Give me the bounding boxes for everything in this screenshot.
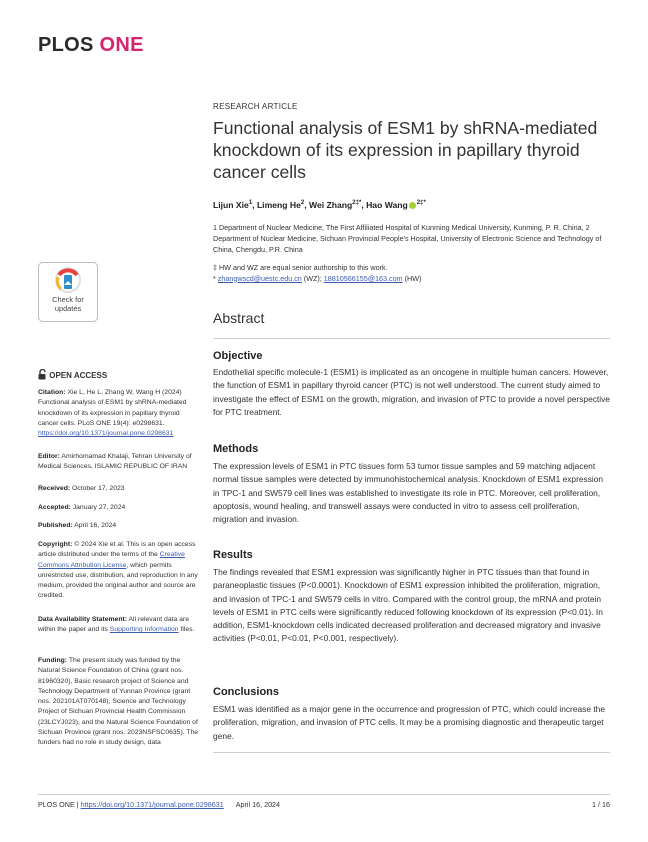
- copyright-label: Copyright:: [38, 541, 73, 548]
- check-updates-line1: Check for: [52, 295, 84, 304]
- copyright-text: © 2024 Xie et al. This is an open access article distributed under the terms of the: [38, 541, 196, 559]
- results-heading: Results: [213, 549, 253, 561]
- footer-separator: |: [74, 800, 81, 809]
- email-link-hw[interactable]: 18810566155@163.com: [323, 273, 403, 283]
- citation-block: [38, 388, 200, 439]
- article-title: Functional analysis of ESM1 by shRNA-mediated knockdown of its expression in papillary thyroid cancer cells: [213, 118, 598, 182]
- citation-label: Citation:: [38, 389, 66, 396]
- methods-text: The expression levels of ESM1 in PTC tissues form 53 tumor tissue samples and 59 matching adjacent normal tissue samples were detected by immunohistochemical analysis. Knockdown of ESM1 expression in TPC-1 and SW579 cell lines was established to investigate its role in PTC. Moreover, cell proliferation, apoptosis, wound healing, and transwell assays were conducted in vitro to assess cell proliferation, migration and invasion.: [213, 461, 604, 525]
- supporting-info-link[interactable]: Supporting Information: [109, 626, 179, 634]
- funding-label: Funding:: [38, 657, 68, 664]
- article-type: RESEARCH ARTICLE: [213, 102, 298, 111]
- journal-name-part1: PLOS: [38, 34, 94, 56]
- received-block: [38, 484, 200, 494]
- data-availability-text-end: files.: [178, 626, 195, 634]
- journal-logo: [38, 34, 144, 57]
- editor-label: Editor:: [38, 453, 60, 460]
- author-name[interactable]: Wei Zhang: [309, 200, 353, 210]
- affiliations: 1 Department of Nuclear Medicine, The First Affiliated Hospital of Kunming Medical University, Kunming, P. R. China, 2 Department of Nuclear Medicine, Sichuan Provincial People's Hospital, University of Electronic Science and Technology of China, Chengdu, P.R. China: [213, 223, 602, 254]
- received-label: Received:: [38, 485, 71, 492]
- editor-block: [38, 452, 200, 473]
- footer-doi-link[interactable]: https://doi.org/10.1371/journal.pone.0298631: [80, 800, 224, 809]
- author-affil-sup: 2: [300, 200, 305, 207]
- footer-divider: [38, 794, 610, 795]
- published-label: Published:: [38, 522, 73, 529]
- results-text: The findings revealed that ESM1 expression was significantly higher in PTC tissues than that found in paraneoplastic tissues (P<0.0001). Knockdown of ESM1 expression inhibited the proliferation, migration, and invasion of TPC-1 and SW579 cells in vitro. Compared with the control group, the mRNA and protein levels of ESM1 in PTC cells were significantly reduced following knockdown of its expression (P<0.01). In addition, ESM1-knockdown cells indicated decreased proliferation and decreased migratory and invasive activities (P<0.01, P<0.01, P<0.001, respectively).: [213, 567, 603, 644]
- check-for-updates-button[interactable]: [38, 262, 98, 322]
- author-affil-sup: 2‡*: [416, 200, 426, 207]
- editor-text: Amirhomamad Khalaji, Tehran University of Medical Sciences, ISLAMIC REPUBLIC OF IRAN: [38, 453, 192, 471]
- data-availability-label: Data Availability Statement:: [38, 616, 128, 623]
- email-tag-wz: (WZ);: [301, 273, 324, 283]
- accepted-block: [38, 503, 200, 513]
- conclusions-heading: Conclusions: [213, 686, 280, 698]
- citation-doi-link[interactable]: https://doi.org/10.1371/journal.pone.0298631: [38, 430, 174, 438]
- conclusions-text: ESM1 was identified as a major gene in the occurrence and progression of PTC, which could increase the proliferation, migration, and invasion of PTC cells. It may be a promising diagnostic and therapeutic target gene.: [213, 704, 605, 741]
- footer-journal: PLOS ONE: [38, 800, 75, 809]
- equal-contribution-note: ‡ HW and WZ are equal senior authorship to this work.: [213, 263, 388, 272]
- author-name[interactable]: Lijun Xie: [213, 200, 249, 210]
- open-access-badge: [38, 369, 107, 380]
- page-footer: [38, 800, 610, 809]
- data-availability-text: All relevant data are within the paper and its: [38, 616, 189, 634]
- check-updates-icon: [39, 263, 97, 297]
- received-date: October 17, 2023: [70, 485, 125, 492]
- email-link-wz[interactable]: zhangwscd@uestc.edu.cn: [217, 273, 302, 283]
- accepted-label: Accepted:: [38, 504, 71, 511]
- open-access-label: OPEN ACCESS: [49, 371, 108, 380]
- journal-name-part2: ONE: [99, 34, 144, 56]
- funding-block: [38, 656, 200, 749]
- abstract-end-divider: [213, 752, 610, 753]
- accepted-date: January 27, 2024: [70, 504, 126, 511]
- author-affil-sup: 2‡*: [352, 200, 362, 207]
- author-name[interactable]: Limeng He: [256, 200, 301, 210]
- abstract-heading: Abstract: [213, 310, 265, 326]
- objective-heading: Objective: [213, 350, 263, 362]
- funding-text: The present study was funded by the Natural Science Foundation of China (grant nos. 81960320), Basic research project of Science and Technology Department of Yunnan Province (grant nos. 202101AT070148), Science and Technology Project of Sichuan Provincial Health Commission (23LCYJ023), and the Natural Science Foundation of Sichuan Province (grant nos. 2023NSFSC0635). The funders had no role in study design, data: [38, 657, 199, 747]
- email-tag-hw: (HW): [402, 273, 422, 283]
- data-availability-block: [38, 615, 200, 636]
- methods-heading: Methods: [213, 443, 259, 455]
- check-updates-label: [39, 296, 97, 313]
- author-list: Lijun Xie$^1$, Limeng He$^2$, Wei Zhang$^{2\ddagger*}$, Hao Wang $^{2\ddagger*}$: [213, 200, 426, 210]
- footer-date: April 16, 2024: [235, 800, 281, 809]
- check-updates-line2: updates: [54, 303, 82, 313]
- abstract-divider: [213, 338, 610, 339]
- author-affil-sup: 1: [248, 200, 253, 207]
- published-date: April 16, 2024: [72, 522, 117, 529]
- author-name[interactable]: Hao Wang: [366, 200, 408, 210]
- copyright-block: [38, 540, 200, 602]
- published-block: [38, 521, 200, 531]
- author-notes: [213, 263, 613, 284]
- citation-text: Xie L, He L, Zhang W, Wang H (2024) Functional analysis of ESM1 by shRNA-mediated knockdown of its expression in papillary thyroid cancer cells. PLoS ONE 19(4): e0298631.: [38, 389, 187, 427]
- open-lock-icon: [38, 369, 47, 380]
- page-number: 1 / 16: [592, 800, 610, 809]
- orcid-icon[interactable]: [409, 202, 416, 209]
- license-link[interactable]: Creative Commons Attribution License: [38, 551, 185, 569]
- corresponding-note: [213, 274, 613, 285]
- objective-text: Endothelial specific molecule-1 (ESM1) is implicated as an oncogene in multiple human cancers. However, the function of ESM1 in papillary thyroid cancer (PTC) is not well understood. The current study aimed to investigate the effect of ESM1 on the growth, migration, and invasion of PTC to provide a novel perspective for PTC treatment.: [213, 367, 610, 417]
- copyright-text-end: , which permits unrestricted use, distribution, and reproduction in any medium, provided the original author and source are credited.: [38, 561, 198, 600]
- corresponding-marker: *: [213, 273, 218, 283]
